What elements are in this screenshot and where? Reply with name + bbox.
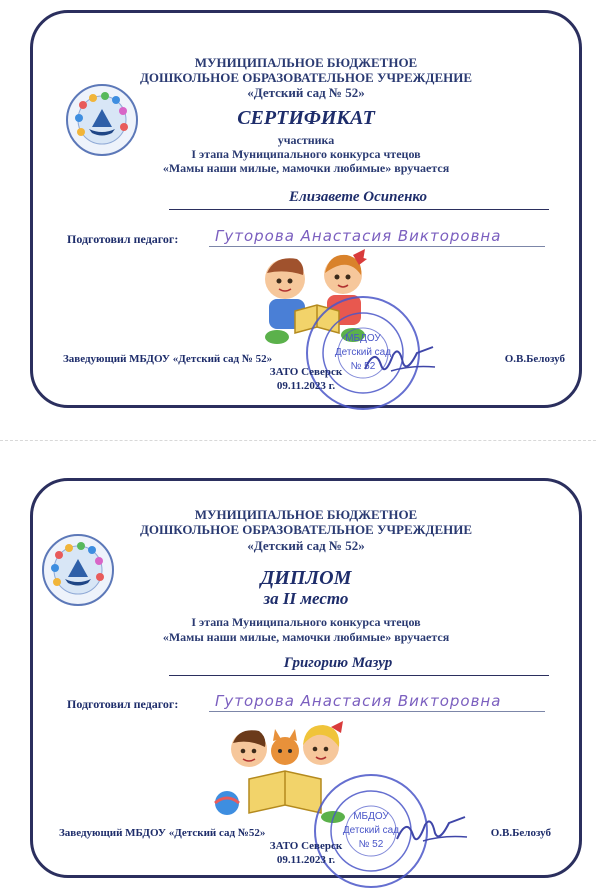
city: ЗАТО Северск [269,840,343,852]
institution-line1: МУНИЦИПАЛЬНОЕ БЮДЖЕТНОЕ [194,55,418,70]
institution-line1: МУНИЦИПАЛЬНОЕ БЮДЖЕТНОЕ [194,507,418,522]
head-name: О.В.Белозуб [490,827,551,839]
institution-line2: ДОШКОЛЬНОЕ ОБРАЗОВАТЕЛЬНОЕ УЧРЕЖДЕНИЕ [139,522,473,537]
seal-line1: МБДОУ [345,333,381,344]
city: ЗАТО Северск [269,366,343,378]
issue-date: 09.11.2023 г. [276,380,336,392]
teacher-label: Подготовил педагог: [67,697,179,711]
document-title: ДИПЛОМ [260,567,352,589]
head-title: Заведующий МБДОУ «Детский сад № 52» [63,353,273,365]
cut-line [0,440,596,441]
issue-date: 09.11.2023 г. [276,854,336,866]
subtitle-contest: I этапа Муниципального конкурса чтецов [191,615,421,629]
institution-line3: «Детский сад № 52» [247,85,365,100]
certificate-card [30,10,582,408]
teacher-name-handwritten: Гуторова Анастасия Викторовна [215,227,502,245]
seal-line3: № 52 [350,361,376,372]
diploma-card [30,478,582,878]
recipient-name: Елизавете Осипенко [289,189,427,205]
institution-line3: «Детский сад № 52» [247,538,365,553]
institution-line2: ДОШКОЛЬНОЕ ОБРАЗОВАТЕЛЬНОЕ УЧРЕЖДЕНИЕ [139,70,473,85]
subtitle-contest: I этапа Муниципального конкурса чтецов [191,147,421,161]
seal-line3: № 52 [358,839,384,850]
head-title: Заведующий МБДОУ «Детский сад №52» [59,827,266,839]
seal-line2: Детский сад [342,825,400,836]
teacher-name-handwritten: Гуторова Анастасия Викторовна [215,692,502,710]
document-title: СЕРТИФИКАТ [237,107,375,129]
teacher-label: Подготовил педагог: [67,232,179,246]
seal-line1: МБДОУ [353,811,389,822]
subtitle-participant: участника [277,133,335,147]
teacher-underline [209,246,545,247]
subtitle-contest-name: «Мамы наши милые, мамочки любимые» вручается [162,161,450,175]
recipient-name: Григорию Мазур [283,655,393,671]
teacher-underline [209,711,545,712]
head-name: О.В.Белозуб [504,353,565,365]
award-place: за II место [263,589,349,608]
seal-line2: Детский сад [334,347,392,358]
recipient-underline [169,675,549,676]
subtitle-contest-name: «Мамы наши милые, мамочки любимые» вручается [162,630,450,644]
recipient-underline [169,209,549,210]
